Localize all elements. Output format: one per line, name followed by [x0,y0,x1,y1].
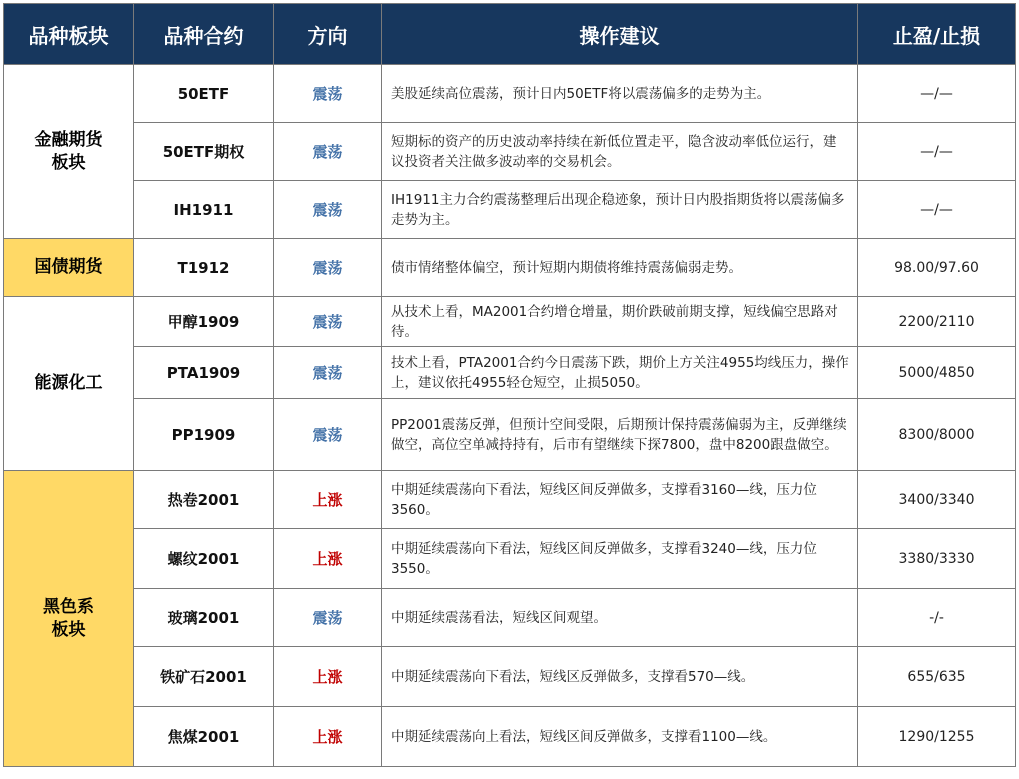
stop-profit-loss-cell: —/— [858,123,1016,181]
contract-cell: 热卷2001 [134,471,274,529]
direction-cell: 震荡 [274,347,382,399]
stop-profit-loss-cell: 2200/2110 [858,297,1016,347]
direction-cell: 震荡 [274,65,382,123]
contract-cell: PTA1909 [134,347,274,399]
stop-profit-loss-cell: 98.00/97.60 [858,239,1016,297]
stop-profit-loss-cell: 1290/1255 [858,707,1016,767]
advice-cell: 中期延续震荡向上看法，短线区间反弹做多，支撑看1100—线。 [382,707,858,767]
table-row [4,65,1016,123]
advice-cell: 技术上看，PTA2001合约今日震荡下跌，期价上方关注4955均线压力，操作上，建议依托4955轻仓短空，止损5050。 [382,347,858,399]
direction-cell: 上涨 [274,647,382,707]
table-row [4,399,1016,471]
header-direction: 方向 [274,4,382,65]
stop-profit-loss-cell: 655/635 [858,647,1016,707]
header-contract: 品种合约 [134,4,274,65]
advice-cell: PP2001震荡反弹，但预计空间受限，后期预计保持震荡偏弱为主，反弹继续做空，高位空单减持持有，后市有望继续下探7800，盘中8200跟盘做空。 [382,399,858,471]
sector-cell: 金融期货 板块 [4,65,134,239]
table-row [4,181,1016,239]
table-row [4,123,1016,181]
advice-cell: 短期标的资产的历史波动率持续在新低位置走平，隐含波动率低位运行，建议投资者关注做多波动率的交易机会。 [382,123,858,181]
table-row [4,347,1016,399]
sector-cell: 国债期货 [4,239,134,297]
header-stop: 止盈/止损 [858,4,1016,65]
stop-profit-loss-cell: -/- [858,589,1016,647]
advice-cell: 美股延续高位震荡，预计日内50ETF将以震荡偏多的走势为主。 [382,65,858,123]
stop-profit-loss-cell: 8300/8000 [858,399,1016,471]
table-row [4,707,1016,767]
direction-cell: 震荡 [274,123,382,181]
contract-cell: T1912 [134,239,274,297]
advice-cell: 中期延续震荡向下看法，短线区间反弹做多，支撑看3160—线，压力位3560。 [382,471,858,529]
strategy-table [3,3,1016,767]
table-row [4,529,1016,589]
contract-cell: PP1909 [134,399,274,471]
advice-cell: 中期延续震荡看法，短线区间观望。 [382,589,858,647]
stop-profit-loss-cell: —/— [858,65,1016,123]
direction-cell: 上涨 [274,529,382,589]
contract-cell: 甲醇1909 [134,297,274,347]
advice-cell: 中期延续震荡向下看法，短线区反弹做多，支撑看570—线。 [382,647,858,707]
contract-cell: 50ETF [134,65,274,123]
advice-cell: 债市情绪整体偏空，预计短期内期债将维持震荡偏弱走势。 [382,239,858,297]
sector-cell: 黑色系 板块 [4,471,134,767]
contract-cell: 铁矿石2001 [134,647,274,707]
table-row [4,471,1016,529]
header-row [4,4,1016,65]
stop-profit-loss-cell: —/— [858,181,1016,239]
stop-profit-loss-cell: 5000/4850 [858,347,1016,399]
direction-cell: 震荡 [274,297,382,347]
header-advice: 操作建议 [382,4,858,65]
advice-cell: 从技术上看，MA2001合约增仓增量，期价跌破前期支撑，短线偏空思路对待。 [382,297,858,347]
contract-cell: 焦煤2001 [134,707,274,767]
direction-cell: 上涨 [274,707,382,767]
table-row [4,239,1016,297]
contract-cell: IH1911 [134,181,274,239]
table-row [4,297,1016,347]
contract-cell: 玻璃2001 [134,589,274,647]
stop-profit-loss-cell: 3380/3330 [858,529,1016,589]
direction-cell: 震荡 [274,399,382,471]
direction-cell: 震荡 [274,589,382,647]
contract-cell: 螺纹2001 [134,529,274,589]
sector-cell: 能源化工 [4,297,134,471]
advice-cell: 中期延续震荡向下看法，短线区间反弹做多，支撑看3240—线，压力位3550。 [382,529,858,589]
contract-cell: 50ETF期权 [134,123,274,181]
direction-cell: 上涨 [274,471,382,529]
direction-cell: 震荡 [274,239,382,297]
direction-cell: 震荡 [274,181,382,239]
table-row [4,589,1016,647]
header-sector: 品种板块 [4,4,134,65]
advice-cell: IH1911主力合约震荡整理后出现企稳迹象，预计日内股指期货将以震荡偏多走势为主。 [382,181,858,239]
table-row [4,647,1016,707]
stop-profit-loss-cell: 3400/3340 [858,471,1016,529]
